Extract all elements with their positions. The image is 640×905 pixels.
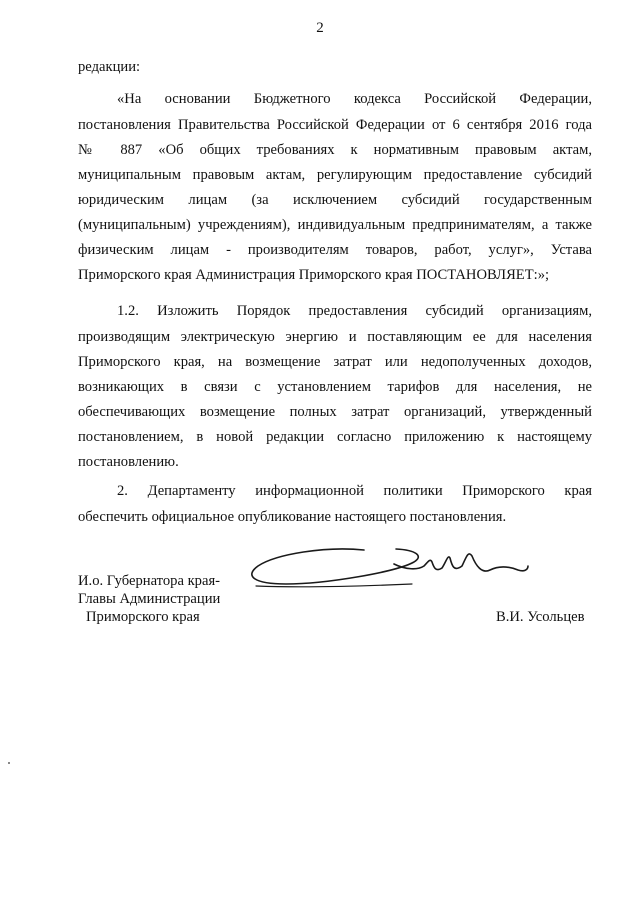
handwritten-signature (246, 540, 536, 600)
text-line: производящим электрическую энергию и поставляющим ее для населения (78, 329, 592, 345)
signatory-title-line: И.о. Губернатора края- (78, 573, 221, 589)
signatory-title (78, 572, 220, 626)
text-line: постановления Правительства Российской Федерации от 6 сентября 2016 года (78, 117, 592, 133)
text-line: Приморского края, на возмещение затрат или недополученных доходов, (78, 354, 592, 370)
text-line: Приморского края Администрация Приморского края ПОСТАНОВЛЯЕТ:»; (78, 267, 550, 283)
text-line: возникающих в связи с установлением тарифов для населения, не (78, 379, 592, 395)
text-line: постановлению. (78, 454, 179, 470)
signatory-title-line: Главы Администрации (78, 591, 221, 607)
text-line: «На основании Бюджетного кодекса Российской Федерации, (117, 91, 592, 107)
text-line: 2. Департаменту информационной политики Приморского края (117, 483, 592, 499)
text-line: обеспечивающих возмещение полных затрат организаций, утвержденный (78, 404, 592, 420)
scan-artifact (8, 762, 10, 764)
text-line: 1.2. Изложить Порядок предоставления субсидий организациям, (117, 303, 592, 319)
text-line: юридическим лицам (за исключением субсидий государственным (78, 192, 592, 208)
text-line: постановлением, в новой редакции согласно приложению к настоящему (78, 429, 592, 445)
text-line: (муниципальным) учреждениям), индивидуальным предпринимателям, а также (78, 217, 592, 233)
signatory-title-line: Приморского края (86, 609, 200, 625)
page-number: 2 (316, 20, 324, 36)
text-line: муниципальным правовым актам, регулирующим предоставление субсидий (78, 167, 592, 183)
text-line: редакции: (78, 59, 141, 75)
text-line: № 887 «Об общих требованиях к нормативным правовым актам, (78, 142, 592, 158)
text-line: физическим лицам - производителям товаров, работ, услуг», Устава (78, 242, 592, 258)
signatory-name: В.И. Усольцев (496, 609, 585, 625)
text-line: обеспечить официальное опубликование настоящего постановления. (78, 509, 507, 525)
